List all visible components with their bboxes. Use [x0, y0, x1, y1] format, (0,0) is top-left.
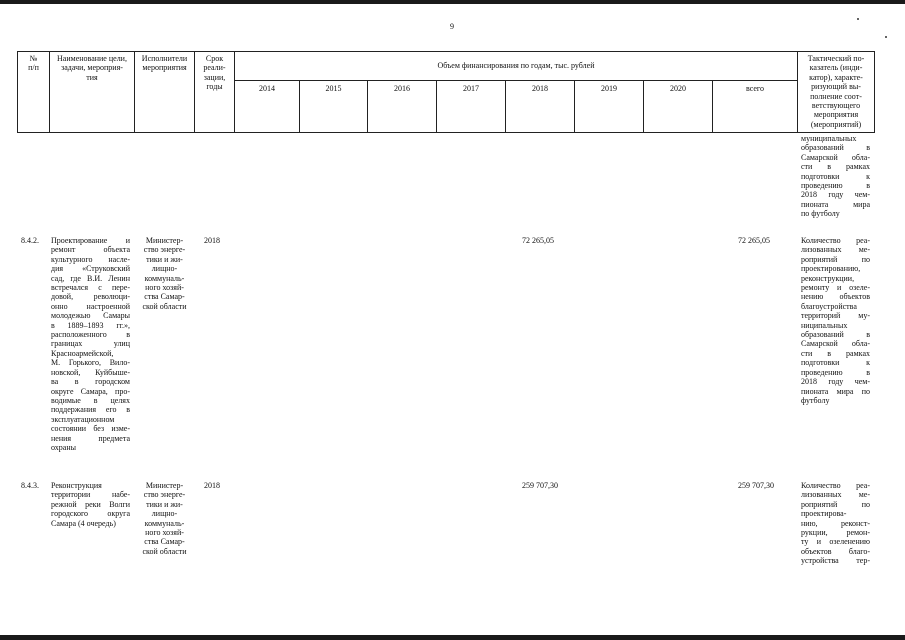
page-number: 9 — [450, 22, 454, 31]
header-name: Наименование цели, задачи, мероприя- тия — [57, 54, 127, 82]
scan-speck — [885, 36, 887, 38]
header-year-2018: 2018 — [532, 84, 548, 93]
scan-bottom-border — [0, 635, 905, 640]
row-total: 259 707,30 — [738, 481, 774, 490]
header-year-2014: 2014 — [259, 84, 275, 93]
header-year-2020: 2020 — [670, 84, 686, 93]
row-name: Реконструкция территории набе- режной реки Волги городского округа Самара (4 очередь) — [51, 481, 130, 528]
row-indicator: Количество реа- лизованных ме- роприятий по проектирова- нию, реконст- рукции, ремон- ту и озеленению объектов благо- устройства тер- — [801, 481, 870, 566]
row-executors: Министер- ство энерге- тики и жи- лищно- коммуналь- ного хозяй- ства Самар- ской области — [142, 481, 187, 556]
header-year-2017: 2017 — [463, 84, 479, 93]
row-num: 8.4.2. — [21, 236, 39, 245]
carryover-indicator: муниципальных образований в Самарской обла- сти в рамках подготовки к проведению в 2018 году чем- пионата мира по футболу — [801, 134, 870, 219]
row-value-2018: 72 265,05 — [522, 236, 554, 245]
header-indicator: Тактический по- казатель (инди- катор), характе- ризующий вы- полнение соот- ветствующего мероприятия (мероприятий) — [807, 54, 865, 129]
scan-speck — [857, 18, 859, 20]
header-term: Срок реали- зации, годы — [203, 54, 226, 92]
header-total: всего — [745, 84, 764, 93]
header-year-2019: 2019 — [601, 84, 617, 93]
header-executors: Исполнители мероприятия — [141, 54, 188, 73]
scan-top-border — [0, 0, 905, 4]
row-name: Проектирование и ремонт объекта культурного насле- дия «Струковский сад, где В.И. Ленин встречался с пере- довой, революци- онно настроенной молодежью Самары в 1889–1893 гг.», расположенного в границах улиц Красноармейской, М. Горького, Вило- новской, Куйбыше- ва в городском округе Самара, про- водимые в целях поддержания его в эксплуатационном состоянии без изме- нения предмета охраны — [51, 236, 130, 452]
row-indicator: Количество реа- лизованных ме- роприятий по проектированию, реконструкции, ремонту и озеле- нению объектов благоустройства территорий му- ниципальных образований в Самарской обла- сти в рамках подготовки к проведению в 2018 году чем- пионата мира по футболу — [801, 236, 870, 405]
header-year-2016: 2016 — [394, 84, 410, 93]
row-total: 72 265,05 — [738, 236, 770, 245]
header-year-2015: 2015 — [325, 84, 342, 93]
header-funding-title: Объем финансирования по годам, тыс. рублей — [437, 61, 595, 70]
row-num: 8.4.3. — [21, 481, 39, 490]
row-term: 2018 — [204, 481, 220, 490]
row-executors: Министер- ство энерге- тики и жи- лищно- коммуналь- ного хозяй- ства Самар- ской области — [142, 236, 187, 311]
row-value-2018: 259 707,30 — [522, 481, 558, 490]
row-term: 2018 — [204, 236, 220, 245]
header-num: № п/п — [28, 54, 39, 73]
